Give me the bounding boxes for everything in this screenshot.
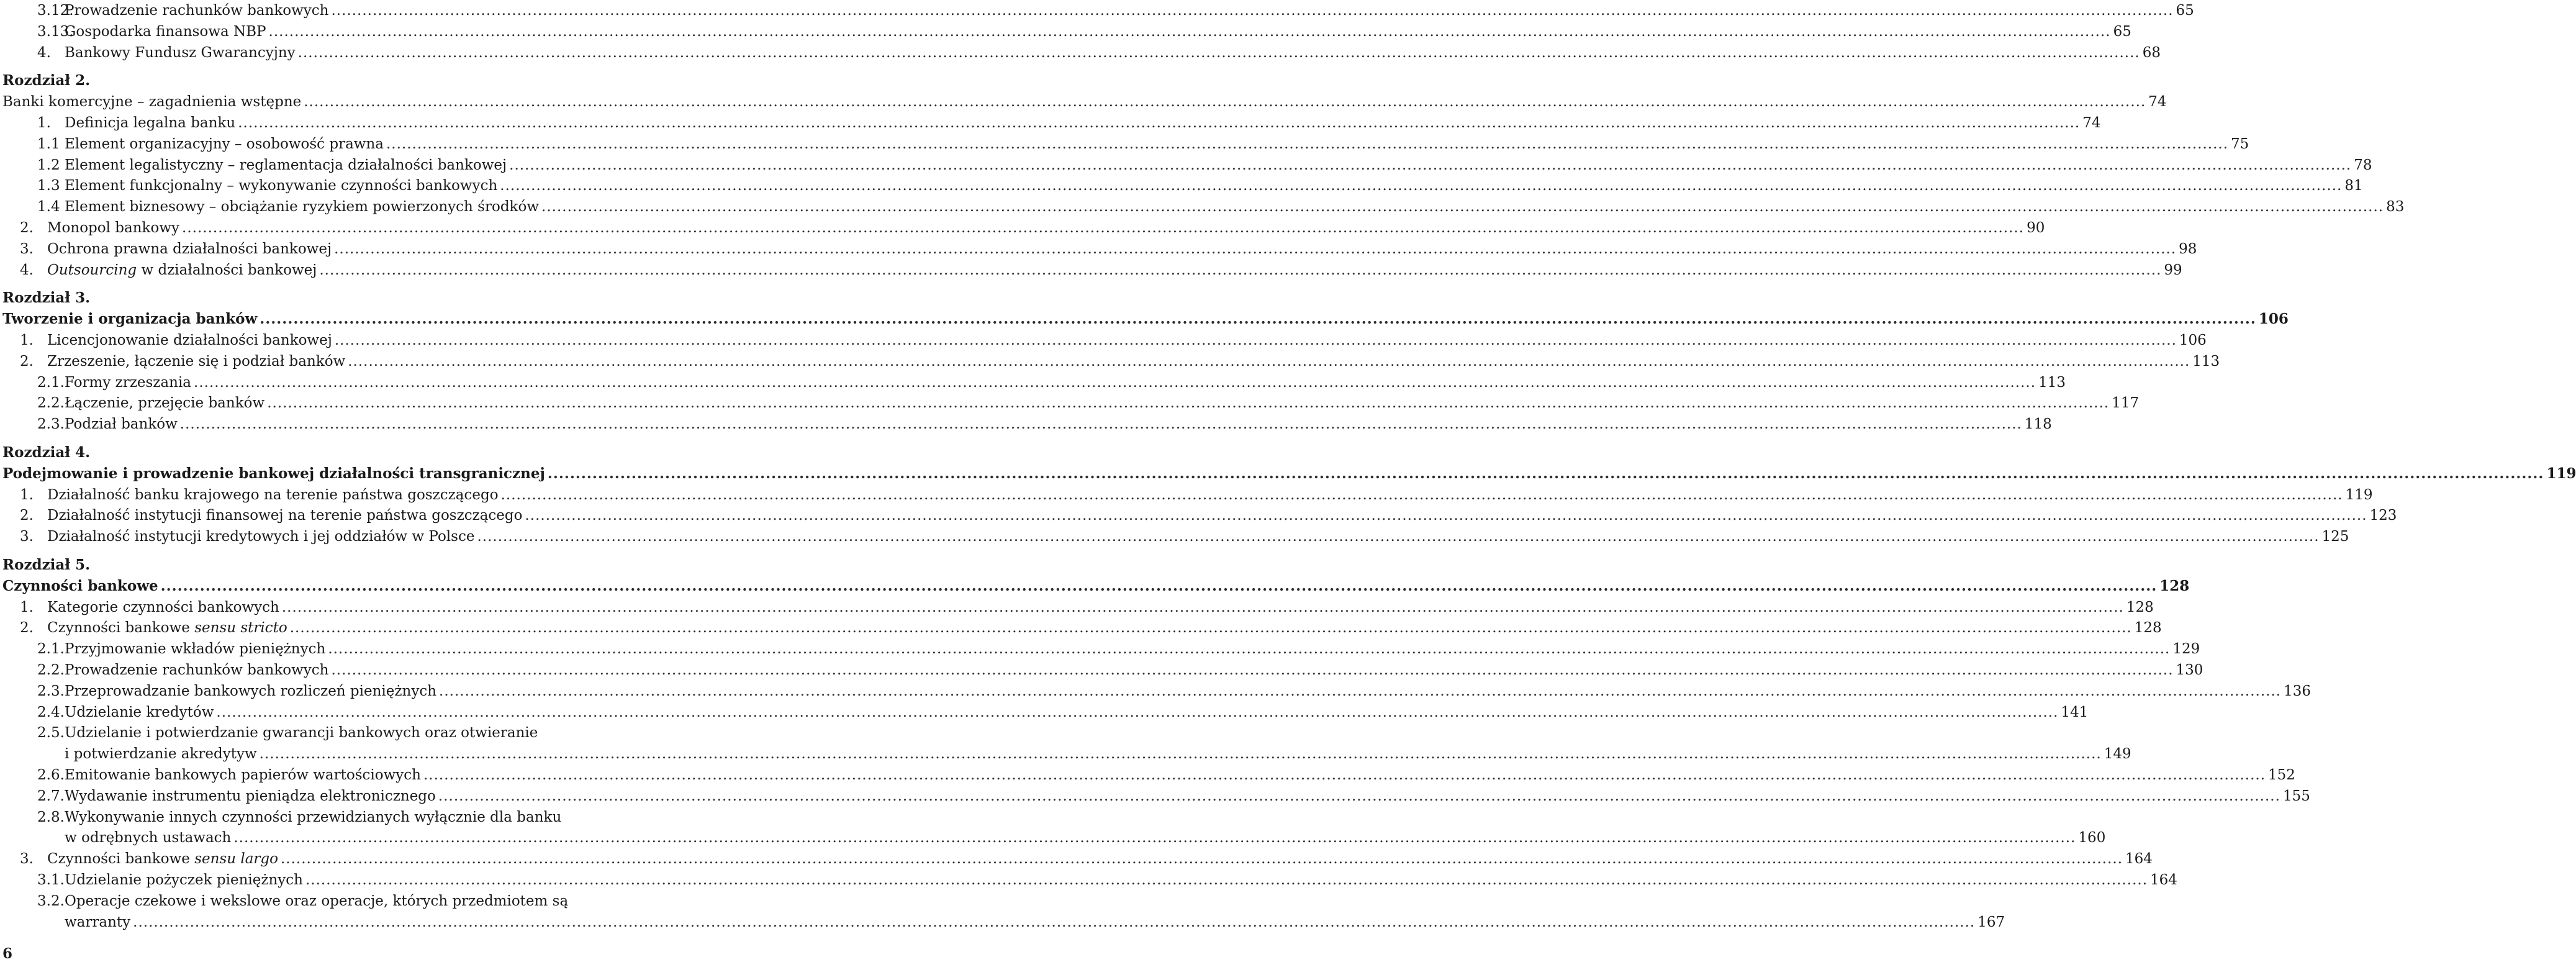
toc-entry-title-text: Przeprowadzanie bankowych rozliczeń pieniężnych bbox=[65, 683, 437, 699]
toc-entry-page: 130 bbox=[2176, 662, 2203, 678]
dot-leader bbox=[331, 660, 2173, 681]
toc-entry-number: 2.2. bbox=[37, 395, 65, 411]
toc-entry-number: 3. bbox=[20, 241, 34, 257]
toc-entry bbox=[2, 743, 2131, 765]
dot-leader bbox=[161, 576, 2158, 597]
toc-entry bbox=[2, 702, 2089, 723]
toc-entry-title-text: Zrzeszenie, łączenie się i podział banków bbox=[47, 353, 346, 370]
toc-entry-number: 2. bbox=[20, 620, 34, 636]
toc-entry-number: 3. bbox=[20, 529, 34, 545]
dot-leader bbox=[180, 414, 2022, 435]
toc-entry-title-text: Gospodarka finansowa NBP bbox=[65, 24, 266, 40]
dot-leader bbox=[260, 743, 2102, 765]
toc-entry-title-text: Tworzenie i organizacja banków bbox=[2, 311, 258, 327]
toc-entry bbox=[2, 330, 2207, 351]
toc-entry-title-text: Podział banków bbox=[65, 416, 178, 432]
dot-leader bbox=[305, 869, 2148, 891]
toc-entry-title bbox=[65, 681, 436, 702]
dot-leader bbox=[335, 330, 2177, 351]
toc-entry-title-text: Łączenie, przejęcie banków bbox=[65, 395, 265, 411]
toc-entry-page: 136 bbox=[2284, 683, 2311, 699]
dot-leader bbox=[282, 597, 2124, 618]
toc-entry-number: 2.1. bbox=[37, 641, 65, 657]
dot-leader bbox=[319, 260, 2161, 281]
toc-entry bbox=[2, 576, 2190, 597]
toc-entry-title-text: Licencjonowanie działalności bankowej bbox=[47, 332, 332, 348]
toc-entry-number: 1.3 bbox=[37, 178, 60, 194]
dot-leader bbox=[182, 217, 2024, 238]
toc-entry-title-text: Operacje czekowe i wekslowe oraz operacje, których przedmiotem są bbox=[65, 893, 569, 909]
toc-entry bbox=[2, 134, 2249, 155]
toc-entry-page: 160 bbox=[2078, 830, 2106, 846]
toc-entry bbox=[2, 260, 2182, 281]
toc-entry bbox=[2, 372, 2066, 393]
toc-entry-title-text: Czynności bankowe bbox=[47, 851, 195, 867]
toc-entry-title-text: Działalność instytucji kredytowych i jej oddziałów w Polsce bbox=[47, 529, 475, 545]
toc-entry bbox=[2, 765, 2295, 786]
dot-leader bbox=[386, 134, 2228, 155]
toc-entry-title-text: Element legalistyczny – reglamentacja działalności bankowej bbox=[65, 157, 507, 173]
toc-entry-title bbox=[2, 309, 257, 330]
toc-entry-title bbox=[65, 786, 436, 807]
toc-entry-page: 128 bbox=[2126, 599, 2154, 615]
chapter-heading bbox=[2, 288, 596, 309]
toc-entry-title-text: Wydawanie instrumentu pieniądza elektronicznego bbox=[65, 788, 436, 804]
toc-entry bbox=[2, 175, 2363, 196]
toc-entry-title bbox=[65, 807, 561, 828]
toc-entry bbox=[2, 638, 2200, 660]
toc-entry-number: 2.1. bbox=[37, 374, 65, 391]
toc-entry-title-text: Banki komercyjne – zagadnienia wstępne bbox=[2, 94, 302, 110]
toc-entry bbox=[2, 912, 2005, 933]
dot-leader bbox=[281, 848, 2123, 869]
toc-entry-number: 1.1 bbox=[37, 136, 60, 152]
toc-entry bbox=[2, 393, 2140, 414]
dot-leader bbox=[438, 786, 2280, 807]
toc-entry-page: 106 bbox=[2179, 332, 2207, 348]
toc-entry-title bbox=[47, 260, 317, 281]
toc-entry-number: 2.6. bbox=[37, 767, 65, 783]
toc-entry bbox=[2, 463, 2576, 484]
toc-entry-page: 113 bbox=[2038, 374, 2066, 391]
toc-entry-title bbox=[2, 463, 545, 484]
chapter-label: Rozdział 3. bbox=[2, 289, 91, 306]
toc-entry-title bbox=[65, 743, 257, 765]
toc-entry-page: 75 bbox=[2231, 136, 2249, 152]
dot-leader bbox=[477, 526, 2319, 547]
toc-entry-page: 123 bbox=[2369, 507, 2397, 524]
toc-entry bbox=[2, 21, 2131, 42]
toc-entry-title-text: Ochrona prawna działalności bankowej bbox=[47, 241, 332, 257]
toc-entry-title-text: Działalność instytucji finansowej na terenie państwa goszczącego bbox=[47, 507, 523, 524]
toc-entry-page: 155 bbox=[2282, 788, 2310, 804]
toc-entry-title-text: Bankowy Fundusz Gwarancyjny bbox=[65, 45, 296, 61]
toc-entry-title bbox=[47, 238, 332, 260]
toc-entry-title bbox=[65, 175, 497, 196]
toc-entry-number: 1.4 bbox=[37, 199, 60, 215]
toc-entry-page: 65 bbox=[2176, 2, 2194, 19]
toc-entry-page: 74 bbox=[2148, 94, 2167, 110]
toc-entry-page: 74 bbox=[2082, 115, 2101, 131]
toc-entry-title-text: Podejmowanie i prowadzenie bankowej działalności transgranicznej bbox=[2, 465, 545, 482]
toc-entry-title-text: Czynności bankowe bbox=[2, 578, 158, 594]
toc-entry bbox=[2, 309, 2289, 330]
toc-entry bbox=[2, 0, 2194, 21]
dot-leader bbox=[500, 175, 2342, 196]
toc-entry-title bbox=[47, 617, 287, 638]
toc-entry-title-text: Prowadzenie rachunków bankowych bbox=[65, 662, 329, 678]
toc-entry-title-text: w odrębnych ustawach bbox=[65, 830, 232, 846]
toc-entry-page: 65 bbox=[2113, 24, 2131, 40]
toc-entry-number: 1.2 bbox=[37, 157, 60, 173]
dot-leader bbox=[267, 393, 2109, 414]
toc-entry-title bbox=[65, 134, 384, 155]
toc-entry bbox=[2, 505, 2397, 526]
toc-entry-title-text: w działalności bankowej bbox=[137, 262, 317, 278]
toc-entry-title-text: Element organizacyjny – osobowość prawna bbox=[65, 136, 384, 152]
toc-entry-page: 129 bbox=[2172, 641, 2200, 657]
dot-leader bbox=[304, 91, 2146, 112]
toc-entry-page: 128 bbox=[2159, 578, 2190, 594]
toc-entry bbox=[2, 722, 596, 743]
toc-entry bbox=[2, 807, 596, 828]
toc-entry bbox=[2, 526, 2349, 547]
toc-entry-title bbox=[65, 42, 296, 63]
dot-leader bbox=[348, 351, 2190, 372]
dot-leader bbox=[133, 912, 1975, 933]
toc-entry bbox=[2, 660, 2203, 681]
toc-entry-title bbox=[65, 912, 130, 933]
toc-entry-title-text: Monopol bankowy bbox=[47, 220, 180, 236]
toc-entry-page: 83 bbox=[2386, 199, 2405, 215]
toc-entry-title-text: Udzielanie i potwierdzanie gwarancji bankowych oraz otwieranie bbox=[65, 725, 538, 741]
dot-leader bbox=[509, 155, 2351, 176]
toc-entry-page: 99 bbox=[2164, 262, 2182, 278]
toc-entry bbox=[2, 112, 2101, 134]
toc-entry-title bbox=[47, 526, 474, 547]
toc-entry-title-text: i potwierdzanie akredytyw bbox=[65, 746, 257, 762]
toc-entry bbox=[2, 597, 2154, 618]
dot-leader bbox=[194, 372, 2036, 393]
toc-entry-page: 119 bbox=[2345, 487, 2373, 503]
toc-entry bbox=[2, 351, 2220, 372]
chapter-heading bbox=[2, 555, 596, 576]
toc-entry-number: 2.2. bbox=[37, 662, 65, 678]
toc-entry-number: 2.4. bbox=[37, 704, 65, 720]
toc-entry-title-italic: sensu stricto bbox=[194, 620, 287, 636]
chapter-label: Rozdział 4. bbox=[2, 444, 91, 461]
toc-entry bbox=[2, 869, 2177, 891]
toc-entry-number: 1. bbox=[20, 332, 34, 348]
toc-entry-title bbox=[65, 372, 191, 393]
toc-entry-number: 4. bbox=[37, 45, 51, 61]
toc-entry bbox=[2, 196, 2405, 217]
toc-entry-number: 2.8. bbox=[37, 809, 65, 825]
toc-entry-number: 2.7. bbox=[37, 788, 65, 804]
toc-entry-title bbox=[65, 414, 178, 435]
toc-entry-title-text: Przyjmowanie wkładów pieniężnych bbox=[65, 641, 326, 657]
page-number: 6 bbox=[2, 945, 13, 962]
toc-entry-title bbox=[65, 765, 421, 786]
dot-leader bbox=[548, 463, 2544, 484]
toc-entry-title bbox=[47, 505, 522, 526]
toc-entry-number: 3.2. bbox=[37, 893, 65, 909]
toc-entry-title-italic: sensu largo bbox=[194, 851, 278, 867]
toc-entry-title-text: Działalność banku krajowego na terenie państwa goszczącego bbox=[47, 487, 499, 503]
toc-entry bbox=[2, 414, 2052, 435]
toc-entry-number: 2. bbox=[20, 353, 34, 370]
dot-leader bbox=[290, 617, 2132, 638]
toc-entry-title bbox=[65, 21, 266, 42]
toc-entry-title bbox=[65, 112, 235, 134]
toc-entry bbox=[2, 155, 2372, 176]
toc-entry-title-text: warranty bbox=[65, 914, 131, 930]
chapter-label: Rozdział 5. bbox=[2, 556, 91, 573]
toc-entry-page: 117 bbox=[2112, 395, 2140, 411]
toc-entry-title bbox=[65, 196, 539, 217]
toc-entry bbox=[2, 238, 2197, 260]
toc-entry-page: 78 bbox=[2354, 157, 2372, 173]
dot-leader bbox=[525, 505, 2367, 526]
toc-entry-title bbox=[65, 827, 231, 848]
toc-entry-title-text: Definicja legalna banku bbox=[65, 115, 236, 131]
toc-entry-title bbox=[65, 722, 538, 743]
toc-entry-title-text: Emitowanie bankowych papierów wartościowych bbox=[65, 767, 421, 783]
toc-entry-page: 118 bbox=[2024, 416, 2052, 432]
dot-leader bbox=[298, 42, 2140, 63]
toc-entry-title bbox=[47, 484, 499, 506]
toc-entry-page: 98 bbox=[2179, 241, 2197, 257]
toc-entry-number: 3.12. bbox=[37, 2, 74, 19]
toc-entry-page: 68 bbox=[2142, 45, 2161, 61]
toc-entry-title-text: Kategorie czynności bankowych bbox=[47, 599, 279, 615]
toc-entry-title bbox=[65, 393, 264, 414]
toc-entry-title-text: Wykonywanie innych czynności przewidzianych wyłącznie dla banku bbox=[65, 809, 562, 825]
toc-entry-number: 1. bbox=[20, 599, 34, 615]
toc-entry-title bbox=[65, 891, 568, 912]
toc-entry-page: 164 bbox=[2125, 851, 2153, 867]
toc-entry-page: 141 bbox=[2061, 704, 2089, 720]
toc-entry-title bbox=[65, 638, 325, 660]
toc-entry-number: 2.3. bbox=[37, 416, 65, 432]
dot-leader bbox=[439, 681, 2281, 702]
dot-leader bbox=[269, 21, 2111, 42]
toc-entry-title bbox=[2, 576, 158, 597]
toc-entry-page: 81 bbox=[2344, 178, 2363, 194]
dot-leader bbox=[216, 702, 2058, 723]
dot-leader bbox=[334, 238, 2176, 260]
toc-entry-title-text: Element biznesowy – obciążanie ryzykiem powierzonych środków bbox=[65, 199, 540, 215]
toc-entry bbox=[2, 848, 2153, 869]
toc-entry-title bbox=[47, 217, 179, 238]
toc-entry bbox=[2, 484, 2373, 506]
toc-entry-title bbox=[65, 660, 328, 681]
toc-entry-title-text: Element funkcjonalny – wykonywanie czynności bankowych bbox=[65, 178, 498, 194]
toc-entry-page: 113 bbox=[2192, 353, 2220, 370]
dot-leader bbox=[260, 309, 2256, 330]
toc-entry-page: 164 bbox=[2150, 872, 2177, 888]
toc-entry-title bbox=[65, 702, 214, 723]
toc-entry-title bbox=[47, 330, 332, 351]
toc-entry-number: 1. bbox=[37, 115, 51, 131]
toc-entry-title bbox=[47, 597, 279, 618]
toc-entry bbox=[2, 217, 2045, 238]
chapter-heading bbox=[2, 442, 596, 463]
toc-entry-number: 3. bbox=[20, 851, 34, 867]
toc-entry bbox=[2, 786, 2310, 807]
toc-entry-title-italic: Outsourcing bbox=[47, 262, 137, 278]
toc-entry bbox=[2, 827, 2106, 848]
toc-entry-title-text: Udzielanie pożyczek pieniężnych bbox=[65, 872, 303, 888]
toc-entry-page: 149 bbox=[2104, 746, 2131, 762]
toc-entry-title bbox=[47, 848, 278, 869]
chapter-heading bbox=[2, 70, 596, 91]
toc-entry-page: 167 bbox=[1977, 914, 2005, 930]
toc-entry-title bbox=[65, 155, 507, 176]
toc-entry-page: 106 bbox=[2258, 311, 2289, 327]
toc-entry-number: 2.3. bbox=[37, 683, 65, 699]
toc-entry bbox=[2, 681, 2311, 702]
toc-entry bbox=[2, 42, 2161, 63]
toc-entry-number: 1. bbox=[20, 487, 34, 503]
toc-entry-page: 125 bbox=[2321, 529, 2349, 545]
toc-entry-title-text: Czynności bankowe bbox=[47, 620, 195, 636]
toc-entry-title-text: Prowadzenie rachunków bankowych bbox=[65, 2, 329, 19]
toc-entry-title-text: Udzielanie kredytów bbox=[65, 704, 214, 720]
toc-entry-number: 3.1. bbox=[37, 872, 65, 888]
toc-entry-title bbox=[65, 0, 328, 21]
dot-leader bbox=[541, 196, 2384, 217]
toc-entry bbox=[2, 891, 596, 912]
dot-leader bbox=[233, 827, 2076, 848]
toc-entry-number: 2. bbox=[20, 220, 34, 236]
toc-entry-page: 119 bbox=[2546, 465, 2576, 482]
toc-entry-title bbox=[47, 351, 345, 372]
toc-entry-title bbox=[2, 91, 301, 112]
dot-leader bbox=[238, 112, 2080, 134]
toc-entry bbox=[2, 91, 2167, 112]
toc-entry-title-text: Formy zrzeszania bbox=[65, 374, 192, 391]
dot-leader bbox=[331, 0, 2173, 21]
toc-entry-number: 2. bbox=[20, 507, 34, 524]
toc-entry-page: 90 bbox=[2027, 220, 2045, 236]
toc-entry-number: 2.5. bbox=[37, 725, 65, 741]
dot-leader bbox=[423, 765, 2266, 786]
toc-entry-page: 152 bbox=[2268, 767, 2295, 783]
toc-entry-number: 3.13. bbox=[37, 24, 74, 40]
toc-entry-number: 4. bbox=[20, 262, 34, 278]
dot-leader bbox=[328, 638, 2170, 660]
toc-entry-page: 128 bbox=[2134, 620, 2162, 636]
chapter-label: Rozdział 2. bbox=[2, 72, 91, 89]
toc-entry bbox=[2, 617, 2162, 638]
toc-entry-title bbox=[65, 869, 303, 891]
dot-leader bbox=[501, 484, 2343, 506]
